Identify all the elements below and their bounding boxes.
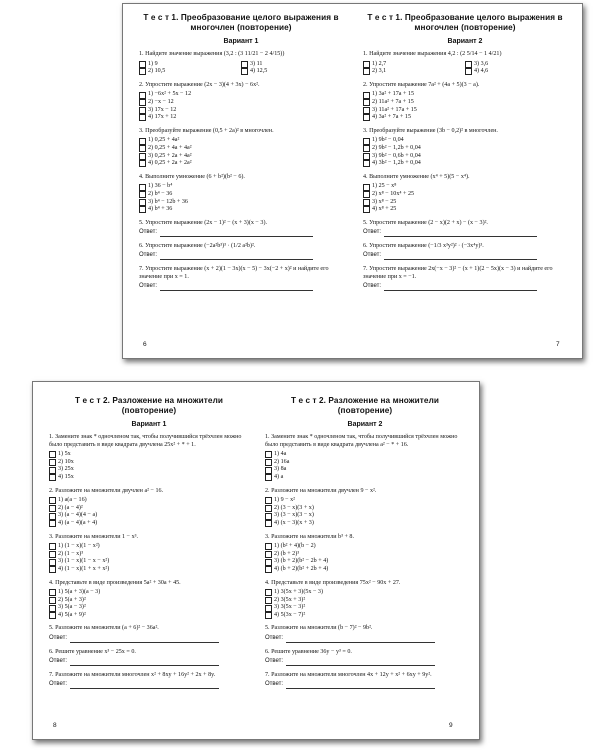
answer-option[interactable] [363,137,567,145]
task-question: 6. Решите уравнение x³ − 25x = 0. [49,648,136,655]
checkbox-icon[interactable] [363,107,370,114]
answer-option[interactable] [139,183,343,191]
page-spread-test-1 [122,3,583,359]
checkbox-icon[interactable] [265,520,272,527]
option-label: 2) 11a² + 7a + 15 [372,98,414,105]
answer-option[interactable] [265,451,465,459]
checkbox-icon[interactable] [265,589,272,596]
task-item [363,82,567,122]
page-number: 7 [556,341,560,348]
answer-option[interactable] [363,191,567,199]
answer-label: Ответ: [49,658,68,665]
answer-option[interactable] [265,474,465,482]
answer-option[interactable] [139,91,343,99]
task-item [265,488,465,528]
task-question: 3. Разложите на множители 1 − x³. [49,533,138,540]
checkbox-icon[interactable] [139,145,146,152]
task-item [363,51,567,76]
option-label: 3) b⁴ − 12b + 36 [148,198,188,205]
answer-field[interactable] [363,229,567,237]
test-title: Т е с т 1. Преобразование целого выражения в многочлен (повторение) [367,13,563,32]
checkbox-icon[interactable] [49,467,56,474]
option-label: 4) (x − 3)(x + 3) [274,519,314,526]
answer-option[interactable] [139,160,343,168]
checkbox-icon[interactable] [49,559,56,566]
option-label: 1) 3(5x + 3)(5x − 3) [274,589,324,596]
answer-option[interactable] [265,466,465,474]
task-item [265,625,465,642]
checkbox-icon[interactable] [139,160,146,167]
checkbox-icon[interactable] [363,68,370,75]
checkbox-icon[interactable] [49,551,56,558]
task-item [363,220,567,237]
answer-line[interactable] [286,636,435,643]
option-label: 2) 9b² − 1,2b + 0,04 [372,144,421,151]
answer-field[interactable] [265,681,465,689]
answer-option[interactable] [265,604,465,612]
task-question: 7. Разложите на множители многочлен 4x + 12y + x² + 6xy + 9y². [265,671,432,678]
answer-option[interactable] [363,183,567,191]
task-question: 5. Упростите выражение (2 − x)(2 + x) − (x − 3)². [363,219,488,226]
answer-field[interactable] [49,658,249,666]
checkbox-icon[interactable] [139,153,146,160]
checkbox-icon[interactable] [139,206,146,213]
answer-label: Ответ: [265,681,284,688]
checkbox-icon[interactable] [265,451,272,458]
answer-option[interactable] [49,451,249,459]
answer-option[interactable] [363,91,567,99]
answer-option[interactable] [139,99,343,107]
checkbox-icon[interactable] [49,497,56,504]
option-label: 1) −6x² + 5x − 12 [148,91,192,98]
checkbox-icon[interactable] [265,474,272,481]
answer-option[interactable] [241,68,343,76]
answer-option[interactable] [49,604,249,612]
checkbox-icon[interactable] [139,114,146,121]
task-item [265,672,465,689]
option-label: 3) (a − 4)(4 − a) [58,512,98,519]
checkbox-icon[interactable] [265,597,272,604]
option-label: 2) 0,25 + 4a + 4a² [148,144,192,151]
checkbox-icon[interactable] [265,505,272,512]
checkbox-icon[interactable] [465,61,472,68]
checkbox-icon[interactable] [363,99,370,106]
answer-line[interactable] [384,284,537,291]
task-item [265,534,465,574]
checkbox-icon[interactable] [49,605,56,612]
page-spread-test-2 [32,381,480,740]
option-label: 4) 3a² + 7a + 15 [372,114,411,121]
task-item [49,434,249,482]
task-item [265,434,465,482]
checkbox-icon[interactable] [363,206,370,213]
task-item [139,243,343,260]
answer-field[interactable] [363,283,567,291]
test-title: Т е с т 1. Преобразование целого выражения в многочлен (повторение) [143,13,339,32]
answer-option[interactable] [139,137,343,145]
option-label: 2) 10x [58,458,74,465]
task-question: 4. Представьте в виде произведения 5a² + 30a + 45. [49,579,181,586]
answer-label: Ответ: [265,658,284,665]
answer-field[interactable] [139,283,343,291]
checkbox-icon[interactable] [49,612,56,619]
task-item [139,174,343,214]
answer-label: Ответ: [363,229,382,236]
answer-field[interactable] [363,252,567,260]
task-question: 5. Разложите на множители (a + 6)² − 36a². [49,625,159,632]
answer-option[interactable] [265,589,465,597]
task-item [139,51,343,76]
answer-field[interactable] [49,635,249,643]
option-label: 2) 16a [274,458,290,465]
answer-option[interactable] [363,206,567,214]
option-label: 3) 5(a − 3)² [58,604,86,611]
checkbox-icon[interactable] [265,566,272,573]
answer-line[interactable] [70,682,219,689]
checkbox-icon[interactable] [49,589,56,596]
option-label: 3) 17x − 12 [148,106,177,113]
checkbox-icon[interactable] [363,145,370,152]
checkbox-icon[interactable] [49,459,56,466]
checkbox-icon[interactable] [139,107,146,114]
option-label: 1) 25 − x⁸ [372,183,397,190]
checkbox-icon[interactable] [265,459,272,466]
column-variant-2 [265,396,465,739]
answer-label: Ответ: [139,283,158,290]
task-item [49,625,249,642]
checkbox-icon[interactable] [139,61,146,68]
option-label: 3) 11a² + 17a + 15 [372,106,417,113]
answer-line[interactable] [160,253,313,260]
option-label: 2) 3,1 [372,68,387,75]
task-item [49,649,249,666]
answer-option[interactable] [465,68,567,76]
answer-option[interactable] [49,543,249,551]
option-label: 1) 36 − b⁴ [148,183,173,190]
checkbox-icon[interactable] [265,513,272,520]
answer-label: Ответ: [363,283,382,290]
option-label: 1) 4a [274,451,287,458]
task-question: 7. Упростите выражение 2x(−x − 3)² − (x + 1)(2 − 5x)(x − 3) и найдите его значение при x = −1. [363,266,553,280]
checkbox-icon[interactable] [241,61,248,68]
option-label: 3) 8a [274,466,287,473]
task-question: 1. Замените знак * одночленом так, чтобы получившийся трёхчлен можно было представить в виде квадрата двучлена 25x² + * + 1. [49,434,242,448]
answer-line[interactable] [384,253,537,260]
checkbox-icon[interactable] [49,566,56,573]
task-item [363,243,567,260]
answer-option[interactable] [363,160,567,168]
checkbox-icon[interactable] [363,184,370,191]
task-question: 6. Упростите выражение (−2a²b³)³ · (1/2 a²b)². [139,242,256,249]
task-question: 2. Упростите выражение 7a² + (4a + 5)(3 − a). [363,81,480,88]
variant-heading: Вариант 1 [223,38,259,45]
option-label: 1) a(a − 16) [58,497,87,504]
answer-option[interactable] [363,68,465,76]
option-label: 3) 0,25 + 2a + 4a² [148,152,192,159]
option-label: 2) (a − 4)² [58,504,83,511]
checkbox-icon[interactable] [363,114,370,121]
task-item [139,220,343,237]
checkbox-icon[interactable] [363,191,370,198]
answer-option[interactable] [139,68,241,76]
checkbox-icon[interactable] [49,513,56,520]
answer-option[interactable] [265,612,465,620]
task-question: 1. Найдите значение выражения (3,2 : (3 11/21 − 2 4/15)) [139,51,285,57]
task-question: 4. Выполните умножение (6 + b²)(b² − 6). [139,173,245,180]
checkbox-icon[interactable] [139,199,146,206]
task-question: 7. Упростите выражение (x + 2)(1 − 3x)(x − 5) − 3x(−2 + x)² и найдите его значение при x = 1. [139,266,329,280]
task-item [139,82,343,122]
answer-line[interactable] [286,682,435,689]
answer-label: Ответ: [49,681,68,688]
answer-option[interactable] [265,512,465,520]
option-label: 4) 5(a + 9)² [58,611,86,618]
option-label: 2) (b + 2)³ [274,550,300,557]
checkbox-icon[interactable] [465,68,472,75]
answer-field[interactable] [139,229,343,237]
option-label: 4) x⁸ + 25 [372,206,397,213]
task-item [363,174,567,214]
answer-option[interactable] [363,145,567,153]
answer-option[interactable] [49,512,249,520]
task-question: 7. Разложите на множители многочлен x² + 8xy + 16y² + 2x + 8y. [49,671,216,678]
checkbox-icon[interactable] [363,92,370,99]
answer-option[interactable] [49,497,249,505]
answer-label: Ответ: [363,252,382,259]
answer-option[interactable] [49,459,249,467]
answer-line[interactable] [286,659,435,666]
checkbox-icon[interactable] [139,68,146,75]
checkbox-icon[interactable] [265,543,272,550]
option-label: 4) 4,6 [474,68,489,75]
answer-label: Ответ: [139,229,158,236]
checkbox-icon[interactable] [363,138,370,145]
option-label: 3) 9b² − 0,6b + 0,04 [372,152,421,159]
variant-heading: Вариант 1 [131,421,167,428]
option-label: 2) −x − 12 [148,98,174,105]
answer-field[interactable] [265,635,465,643]
answer-option[interactable] [265,543,465,551]
answer-option[interactable] [139,191,343,199]
option-label: 3) (3 − x)(3 − x) [274,512,314,519]
checkbox-icon[interactable] [265,497,272,504]
answer-line[interactable] [160,230,313,237]
option-label: 2) 3(5x + 3)² [274,596,306,603]
task-item [49,534,249,574]
option-label: 3) 25x [58,466,74,473]
checkbox-icon[interactable] [265,612,272,619]
answer-option[interactable] [265,558,465,566]
page-number: 9 [449,722,453,729]
checkbox-icon[interactable] [363,61,370,68]
task-question: 4. Представьте в виде произведения 75x² − 90x + 27. [265,579,401,586]
answer-option[interactable] [363,114,567,122]
option-label: 3) (1 − x)(1 − x − x²) [58,558,110,565]
answer-option[interactable] [363,99,567,107]
option-label: 3) 11 [250,60,263,67]
answer-option[interactable] [49,566,249,574]
answer-field[interactable] [265,658,465,666]
option-label: 3) (b + 2)(b² − 2b + 4) [274,558,329,565]
checkbox-icon[interactable] [363,160,370,167]
option-label: 2) b⁴ − 36 [148,190,173,197]
answer-line[interactable] [70,659,219,666]
option-label: 2) (1 − x)³ [58,550,84,557]
task-question: 4. Выполните умножение (x⁴ + 5)(5 − x⁴). [363,173,470,180]
answer-label: Ответ: [49,635,68,642]
task-question: 6. Решите уравнение 36y − y³ = 0. [265,648,352,655]
answer-option[interactable] [49,520,249,528]
option-label: 1) 5(a + 3)(a − 3) [58,589,101,596]
answer-line[interactable] [70,636,219,643]
option-label: 1) (1 − x)(1 − x²) [58,543,100,550]
task-question: 6. Упростите выражение (−1/3 x³y²)² · (−3x⁴y)³. [363,242,484,249]
answer-option[interactable] [49,558,249,566]
option-label: 2) (3 − x)(3 + x) [274,504,314,511]
checkbox-icon[interactable] [363,153,370,160]
test-title: Т е с т 2. Разложение на множители (повторение) [74,396,224,415]
answer-label: Ответ: [265,635,284,642]
option-label: 4) 5(3x − 7)² [274,611,306,618]
option-label: 1) 0,25 + 4a² [148,137,180,144]
task-item [139,266,343,291]
option-label: 1) 3a² + 17a + 15 [372,91,415,98]
answer-option[interactable] [363,153,567,161]
option-label: 3) 3(5x − 3)² [274,604,306,611]
task-question: 5. Упростите выражение (2x − 1)² − (x + 3)(x − 3). [139,219,267,226]
checkbox-icon[interactable] [49,543,56,550]
answer-option[interactable] [265,566,465,574]
page-number: 8 [53,722,57,729]
task-question: 2. Разложите на множители двучлен 9 − x². [265,487,377,494]
option-label: 1) (b² + 4)(b − 2) [274,543,316,550]
option-label: 4) (1 − x)(1 + x + x²) [58,565,110,572]
task-question: 3. Преобразуйте выражение (3b − 0,2)² в многочлен. [363,127,498,134]
option-label: 4) b⁴ + 36 [148,206,173,213]
option-label: 3) 3,6 [474,60,489,67]
column-variant-2 [363,13,567,358]
task-item [49,672,249,689]
option-label: 1) 9b² − 0,04 [372,137,404,144]
checkbox-icon[interactable] [265,605,272,612]
task-question: 2. Упростите выражение (2x − 3)(4 + 3x) − 6x². [139,81,260,88]
option-label: 1) 5x [58,451,71,458]
task-question: 3. Преобразуйте выражение (0,5 + 2a)² в многочлен. [139,127,274,134]
task-item [363,266,567,291]
option-label: 2) x⁸ − 10x⁴ + 25 [372,190,415,197]
answer-option[interactable] [49,589,249,597]
answer-option[interactable] [139,206,343,214]
variant-heading: Вариант 2 [447,38,483,45]
answer-option[interactable] [139,153,343,161]
task-question: 5. Разложите на множители (b − 7)² − 9b². [265,625,373,632]
answer-option[interactable] [49,474,249,482]
answer-option[interactable] [49,612,249,620]
option-label: 4) 3b² − 1,2b + 0,04 [372,160,421,167]
option-label: 3) x⁸ − 25 [372,198,397,205]
task-item [265,649,465,666]
task-question: 3. Разложите на множители b³ + 8. [265,533,354,540]
option-label: 2) 5(a + 3)² [58,596,86,603]
option-label: 4) 17x + 12 [148,114,177,121]
answer-option[interactable] [265,497,465,505]
option-label: 4) 12,5 [250,68,268,75]
column-variant-1 [49,396,249,739]
answer-option[interactable] [265,520,465,528]
task-item [265,580,465,620]
variant-heading: Вариант 2 [347,421,383,428]
option-label: 1) 2,7 [372,60,387,67]
option-label: 4) 15x [58,473,74,480]
answer-option[interactable] [139,199,343,207]
checkbox-icon[interactable] [49,505,56,512]
answer-option[interactable] [265,459,465,467]
option-label: 1) 9 − x² [274,497,296,504]
checkbox-icon[interactable] [139,184,146,191]
option-label: 4) (b + 2)(b² + 2b + 4) [274,565,329,572]
column-variant-1 [139,13,343,358]
checkbox-icon[interactable] [139,92,146,99]
task-question: 2. Разложите на множители двучлен a² − 16. [49,487,164,494]
checkbox-icon[interactable] [49,474,56,481]
option-label: 4) a [274,473,284,480]
checkbox-icon[interactable] [49,451,56,458]
task-item [363,128,567,168]
test-title: Т е с т 2. Разложение на множители (повторение) [290,396,440,415]
checkbox-icon[interactable] [265,559,272,566]
checkbox-icon[interactable] [139,191,146,198]
answer-option[interactable] [139,114,343,122]
answer-line[interactable] [160,284,313,291]
option-label: 1) 9 [148,60,158,67]
task-item [49,488,249,528]
answer-line[interactable] [384,230,537,237]
answer-option[interactable] [363,199,567,207]
checkbox-icon[interactable] [139,99,146,106]
page-number: 6 [143,341,147,348]
option-label: 4) 0,25 + 2a + 2a² [148,160,192,167]
task-question: 1. Замените знак * одночленом так, чтобы получившийся трёхчлен можно было представить в виде квадрата двучлена a² − * + 16. [265,434,458,448]
answer-field[interactable] [139,252,343,260]
option-label: 2) 10,5 [148,68,166,75]
checkbox-icon[interactable] [265,467,272,474]
checkbox-icon[interactable] [49,597,56,604]
answer-label: Ответ: [139,252,158,259]
answer-option[interactable] [49,466,249,474]
checkbox-icon[interactable] [49,520,56,527]
task-item [139,128,343,168]
answer-field[interactable] [49,681,249,689]
answer-option[interactable] [139,145,343,153]
checkbox-icon[interactable] [139,138,146,145]
task-question: 1. Найдите значение выражения 4,2 : (2 5/14 − 1 4/21) [363,51,502,57]
checkbox-icon[interactable] [265,551,272,558]
checkbox-icon[interactable] [363,199,370,206]
option-label: 4) (a − 4)(a + 4) [58,519,98,526]
task-item [49,580,249,620]
checkbox-icon[interactable] [241,68,248,75]
